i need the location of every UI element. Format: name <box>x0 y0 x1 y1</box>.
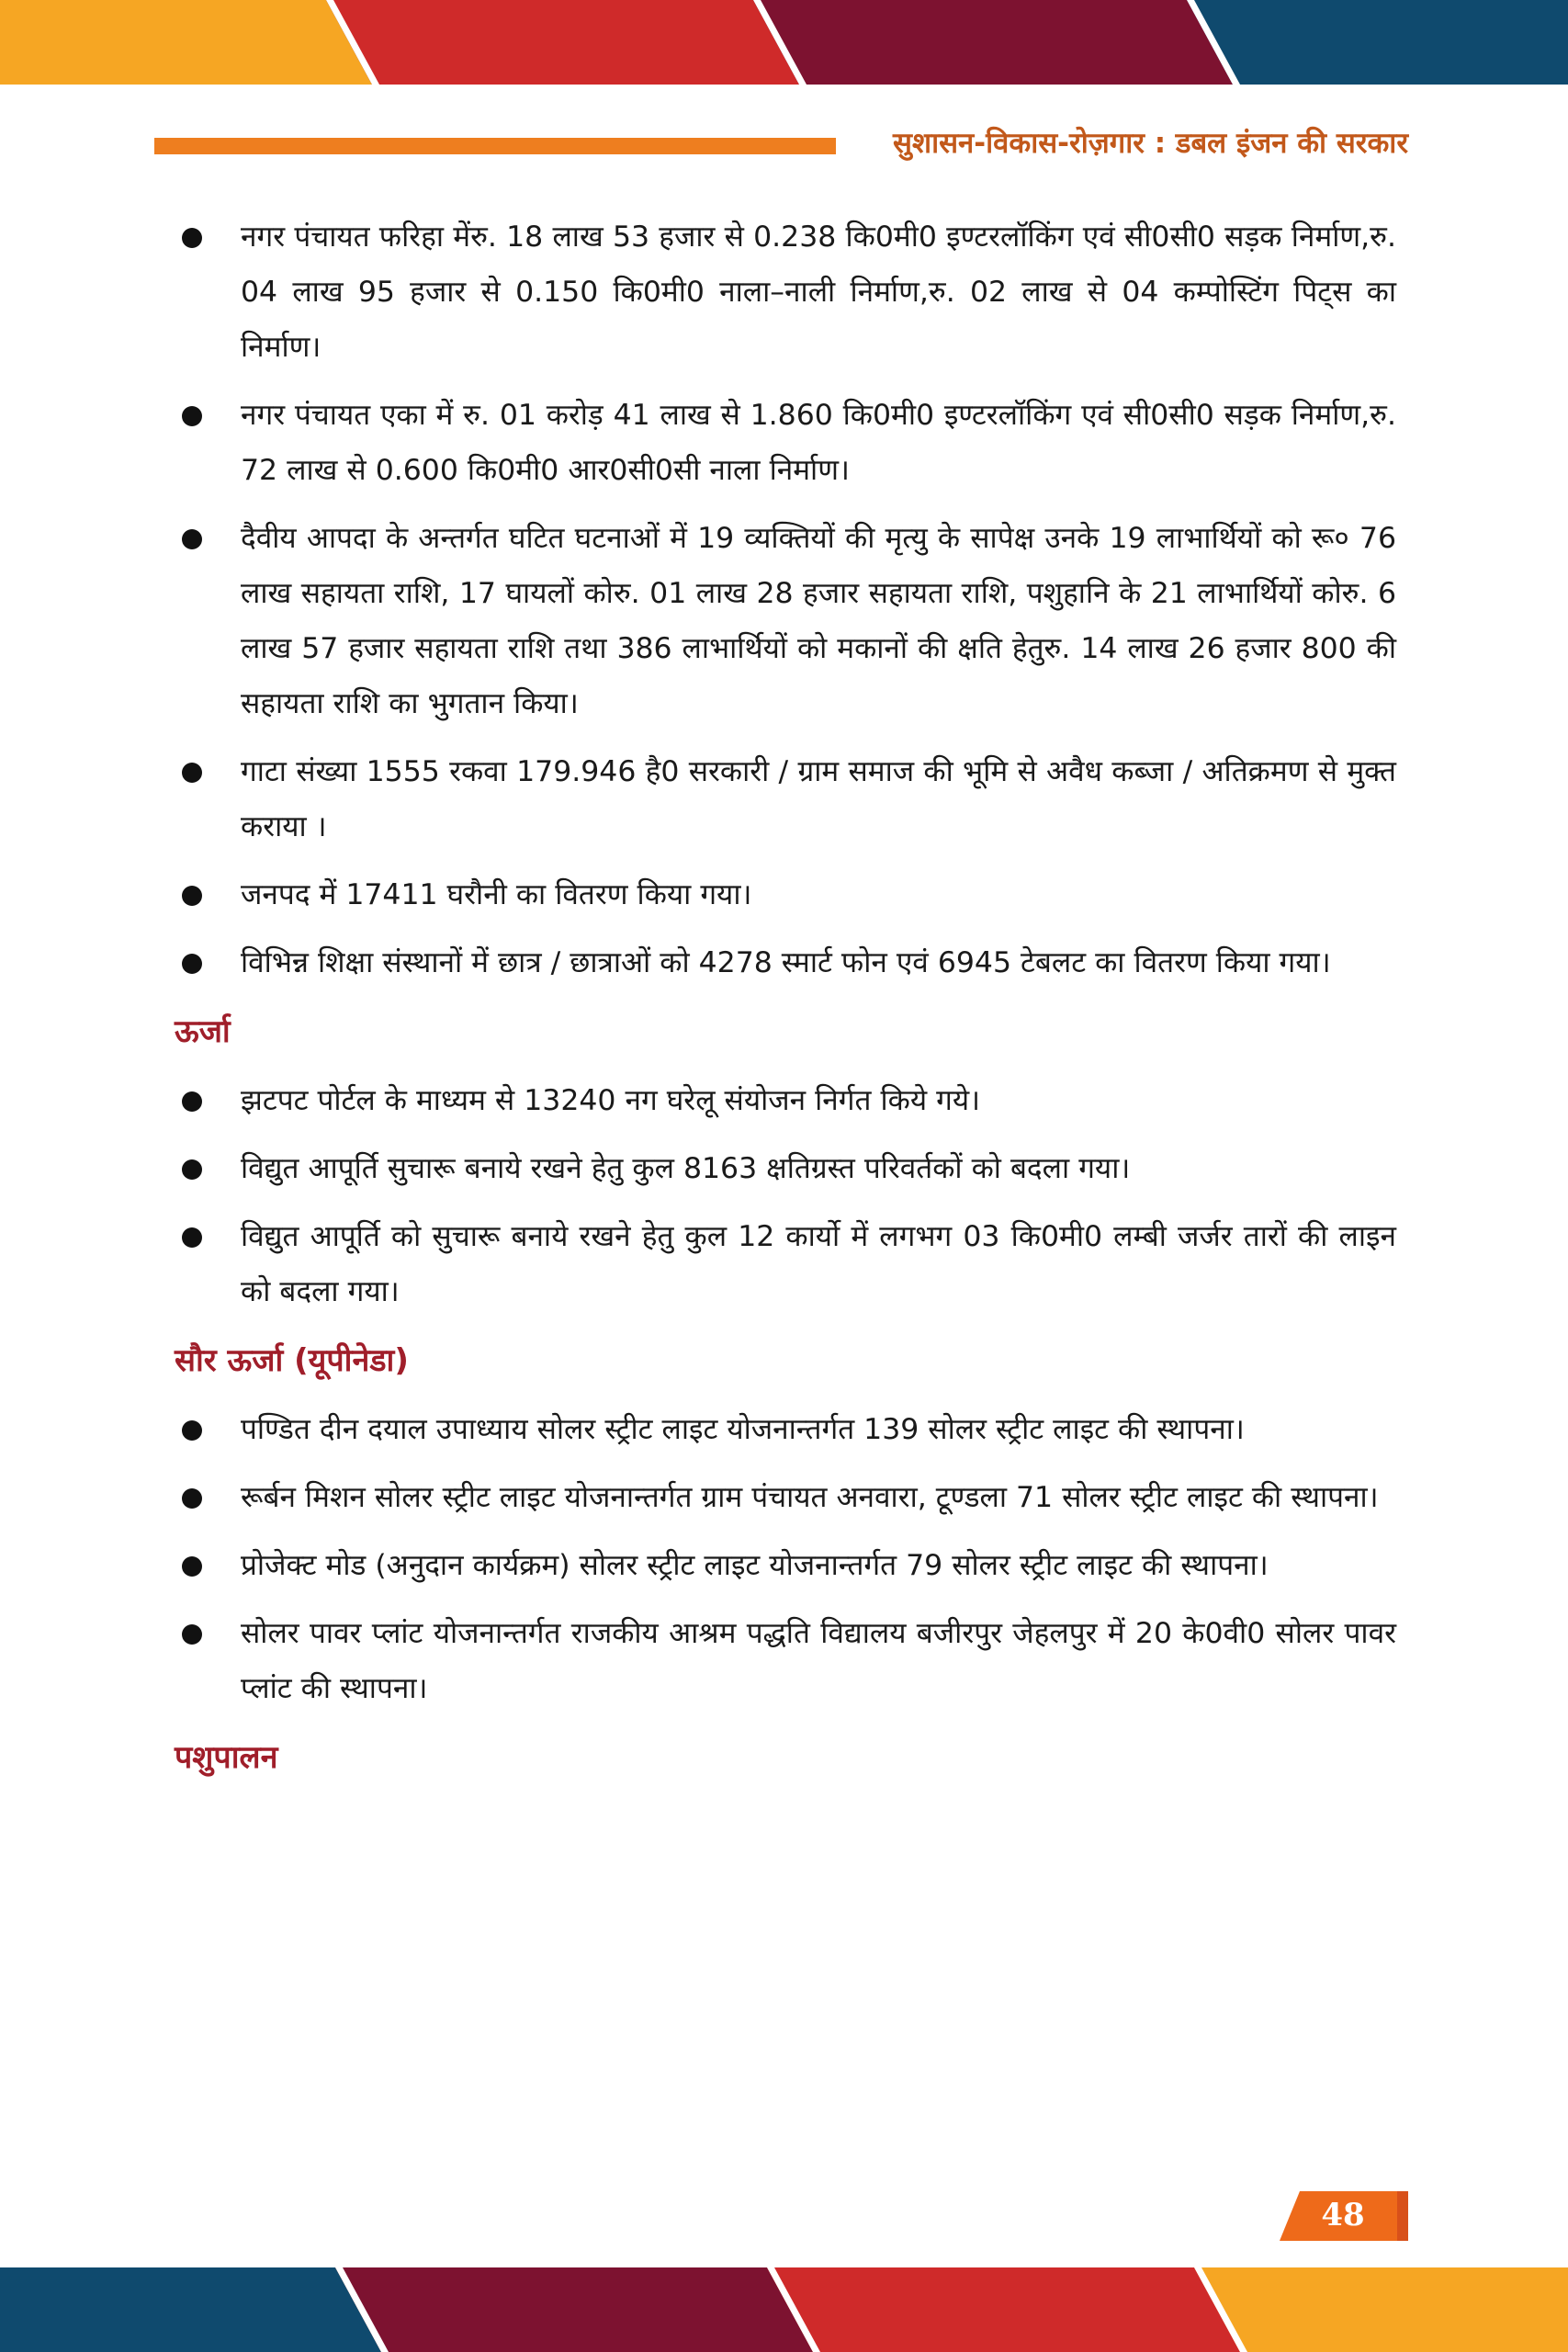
bullet-icon <box>182 1091 202 1112</box>
list-item <box>175 1538 1396 1593</box>
bullet-icon <box>182 954 202 974</box>
list-item-text: प्रोजेक्ट मोड (अनुदान कार्यक्रम) सोलर स्ट्रीट लाइट योजनान्तर्गत 79 सोलर स्ट्रीट लाइट की स्थापना। <box>241 1549 1269 1582</box>
bullet-icon <box>182 1227 202 1248</box>
list-item <box>175 1209 1396 1319</box>
list-item <box>175 867 1396 922</box>
header-title: सुशासन-विकास-रोज़गार : डबल इंजन की सरकार <box>893 127 1408 160</box>
list-item-text: जनपद में 17411 घरौनी का वितरण किया गया। <box>241 878 752 911</box>
list-item-text: नगर पंचायत एका में रु. 01 करोड़ 41 लाख से 1.860 कि0मी0 इण्टरलॉकिंग एवं सी0सी0 सड़क निर्माण,रु. 72 लाख से 0.600 कि0मी0 आर0सी0सी नाला निर्माण। <box>241 399 1396 487</box>
bullet-icon <box>182 228 202 248</box>
list-item <box>175 1402 1396 1457</box>
bullet-icon <box>182 1556 202 1577</box>
list-item <box>175 1470 1396 1525</box>
list-item <box>175 935 1396 990</box>
list-item <box>175 1606 1396 1716</box>
list-item-text: पण्डित दीन दयाल उपाध्याय सोलर स्ट्रीट लाइट योजनान्तर्गत 139 सोलर स्ट्रीट लाइट की स्थापना। <box>241 1413 1245 1446</box>
list-item <box>175 388 1396 498</box>
bullet-icon <box>182 763 202 783</box>
list-item <box>175 1141 1396 1196</box>
bullet-icon <box>182 1420 202 1441</box>
list-item-text: विद्युत आपूर्ति सुचारू बनाये रखने हेतु कुल 8163 क्षतिग्रस्त परिवर्तकों को बदला गया। <box>241 1152 1131 1185</box>
list-item <box>175 1073 1396 1128</box>
list-item-text: सोलर पावर प्लांट योजनान्तर्गत राजकीय आश्रम पद्धति विद्यालय बजीरपुर जेहलपुर में 20 के0वी0 सोलर पावर प्लांट की स्थापना। <box>241 1617 1396 1705</box>
section-heading-energy: ऊर्जा <box>175 1013 231 1050</box>
header-accent-rule <box>154 138 836 154</box>
list-item-text: विभिन्न शिक्षा संस्थानों में छात्र / छात्राओं को 4278 स्मार्ट फोन एवं 6945 टेबलट का वितरण किया गया। <box>241 946 1331 979</box>
list-item <box>175 511 1396 731</box>
top-decorative-band <box>0 0 1568 85</box>
section-heading-animal-husbandry: पशुपालन <box>175 1739 278 1776</box>
list-item-text: रूर्बन मिशन सोलर स्ट्रीट लाइट योजनान्तर्गत ग्राम पंचायत अनवारा, टूण्डला 71 सोलर स्ट्रीट लाइट की स्थापना। <box>241 1481 1379 1514</box>
list-item-text: गाटा संख्या 1555 रकवा 179.946 है0 सरकारी / ग्राम समाज की भूमि से अवैध कब्जा / अतिक्रमण से मुक्त कराया । <box>241 755 1396 843</box>
list-item-text: झटपट पोर्टल के माध्यम से 13240 नग घरेलू संयोजन निर्गत किये गये। <box>241 1084 981 1117</box>
list-item-text: दैवीय आपदा के अन्तर्गत घटित घटनाओं में 19 व्यक्तियों की मृत्यु के सापेक्ष उनके 19 लाभार्थियों को रू० 76 लाख सहायता राशि, 17 घायलों कोरु. 01 लाख 28 हजार सहायता राशि, पशुहानि के 21 लाभार्थियों कोरु. 6 लाख 57 हजार सहायता राशि तथा 386 लाभार्थियों को मकानों की क्षति हेतुरु. 14 लाख 26 हजार 800 की सहायता राशि का भुगतान किया। <box>241 522 1396 720</box>
bullet-icon <box>182 1624 202 1645</box>
list-item <box>175 744 1396 854</box>
page-number: 48 <box>1321 2197 1365 2233</box>
bullet-icon <box>182 529 202 549</box>
list-item-text: नगर पंचायत फरिहा मेंरु. 18 लाख 53 हजार से 0.238 कि0मी0 इण्टरलॉकिंग एवं सी0सी0 सड़क निर्माण,रु. 04 लाख 95 हजार से 0.150 कि0मी0 नाला–नाली निर्माण,रु. 02 लाख से 04 कम्पोस्टिंग पिट्स का निर्माण। <box>241 220 1396 364</box>
bullet-icon <box>182 1488 202 1509</box>
bullet-icon <box>182 406 202 426</box>
list-item-text: विद्युत आपूर्ति को सुचारू बनाये रखने हेतु कुल 12 कार्यो में लगभग 03 कि0मी0 लम्बी जर्जर तारों की लाइन को बदला गया। <box>241 1220 1396 1308</box>
page-number-tab <box>1280 2191 1408 2241</box>
list-item <box>175 209 1396 375</box>
section-heading-solar: सौर ऊर्जा (यूपीनेडा) <box>175 1342 409 1379</box>
main-content <box>175 209 1396 1799</box>
bullet-icon <box>182 886 202 906</box>
bullet-icon <box>182 1159 202 1180</box>
bottom-decorative-band <box>0 2267 1568 2352</box>
